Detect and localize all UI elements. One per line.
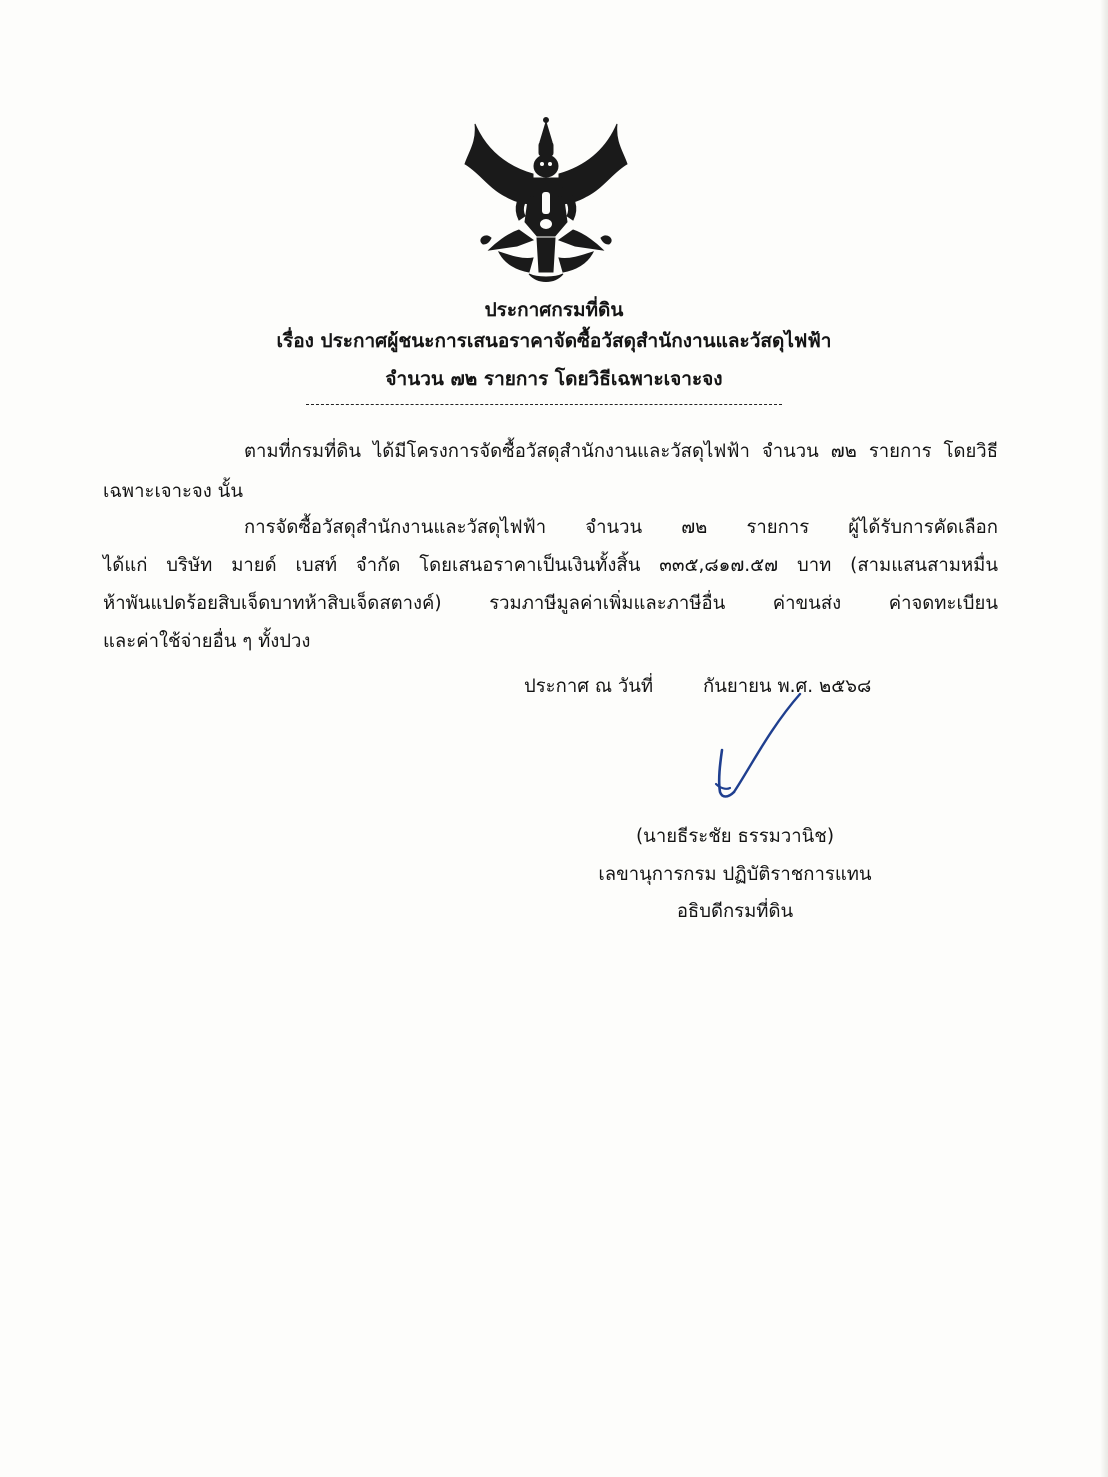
para2-line2: ได้แก่ บริษัท มายด์ เบสท์ จำกัด โดยเสนอราคาเป็นเงินทั้งสิ้น ๓๓๕,๘๑๗.๕๗ บาท (สามแสนสามหมื่น xyxy=(103,555,998,576)
signatory-name: (นายธีระชัย ธรรมวานิช) xyxy=(635,826,835,847)
announcement-date-label: ประกาศ ณ วันที่ xyxy=(524,676,654,697)
paper-edge xyxy=(1100,0,1108,1477)
signatory-title: อธิบดีกรมที่ดิน xyxy=(676,901,794,922)
para1-line2: เฉพาะเจาะจง นั้น xyxy=(103,481,243,502)
header-divider xyxy=(306,404,782,405)
para2-line3: ห้าพันแปดร้อยสิบเจ็ดบาทห้าสิบเจ็ดสตางค์) รวมภาษีมูลค่าเพิ่มและภาษีอื่น ค่าขนส่ง ค่าจดทะเบียน xyxy=(103,593,998,614)
announcement-agency-title: ประกาศกรมที่ดิน xyxy=(484,299,624,321)
signatory-position: เลขานุการกรม ปฏิบัติราชการแทน xyxy=(598,864,872,885)
para1-line1: ตามที่กรมที่ดิน ได้มีโครงการจัดซื้อวัสดุสำนักงานและวัสดุไฟฟ้า จำนวน ๗๒ รายการ โดยวิธี xyxy=(244,441,998,462)
announcement-month-year: กันยายน พ.ศ. ๒๕๖๘ xyxy=(703,676,872,697)
announcement-subject: เรื่อง ประกาศผู้ชนะการเสนอราคาจัดซื้อวัสดุสำนักงานและวัสดุไฟฟ้า xyxy=(276,330,832,352)
garuda-emblem-icon xyxy=(459,112,633,290)
para2-line4: และค่าใช้จ่ายอื่น ๆ ทั้งปวง xyxy=(103,631,311,652)
para2-line1: การจัดซื้อวัสดุสำนักงานและวัสดุไฟฟ้า จำนวน ๗๒ รายการ ผู้ได้รับการคัดเลือก xyxy=(244,517,998,538)
announcement-scope: จำนวน ๗๒ รายการ โดยวิธีเฉพาะเจาะจง xyxy=(385,368,723,390)
handwritten-signature xyxy=(700,688,820,808)
